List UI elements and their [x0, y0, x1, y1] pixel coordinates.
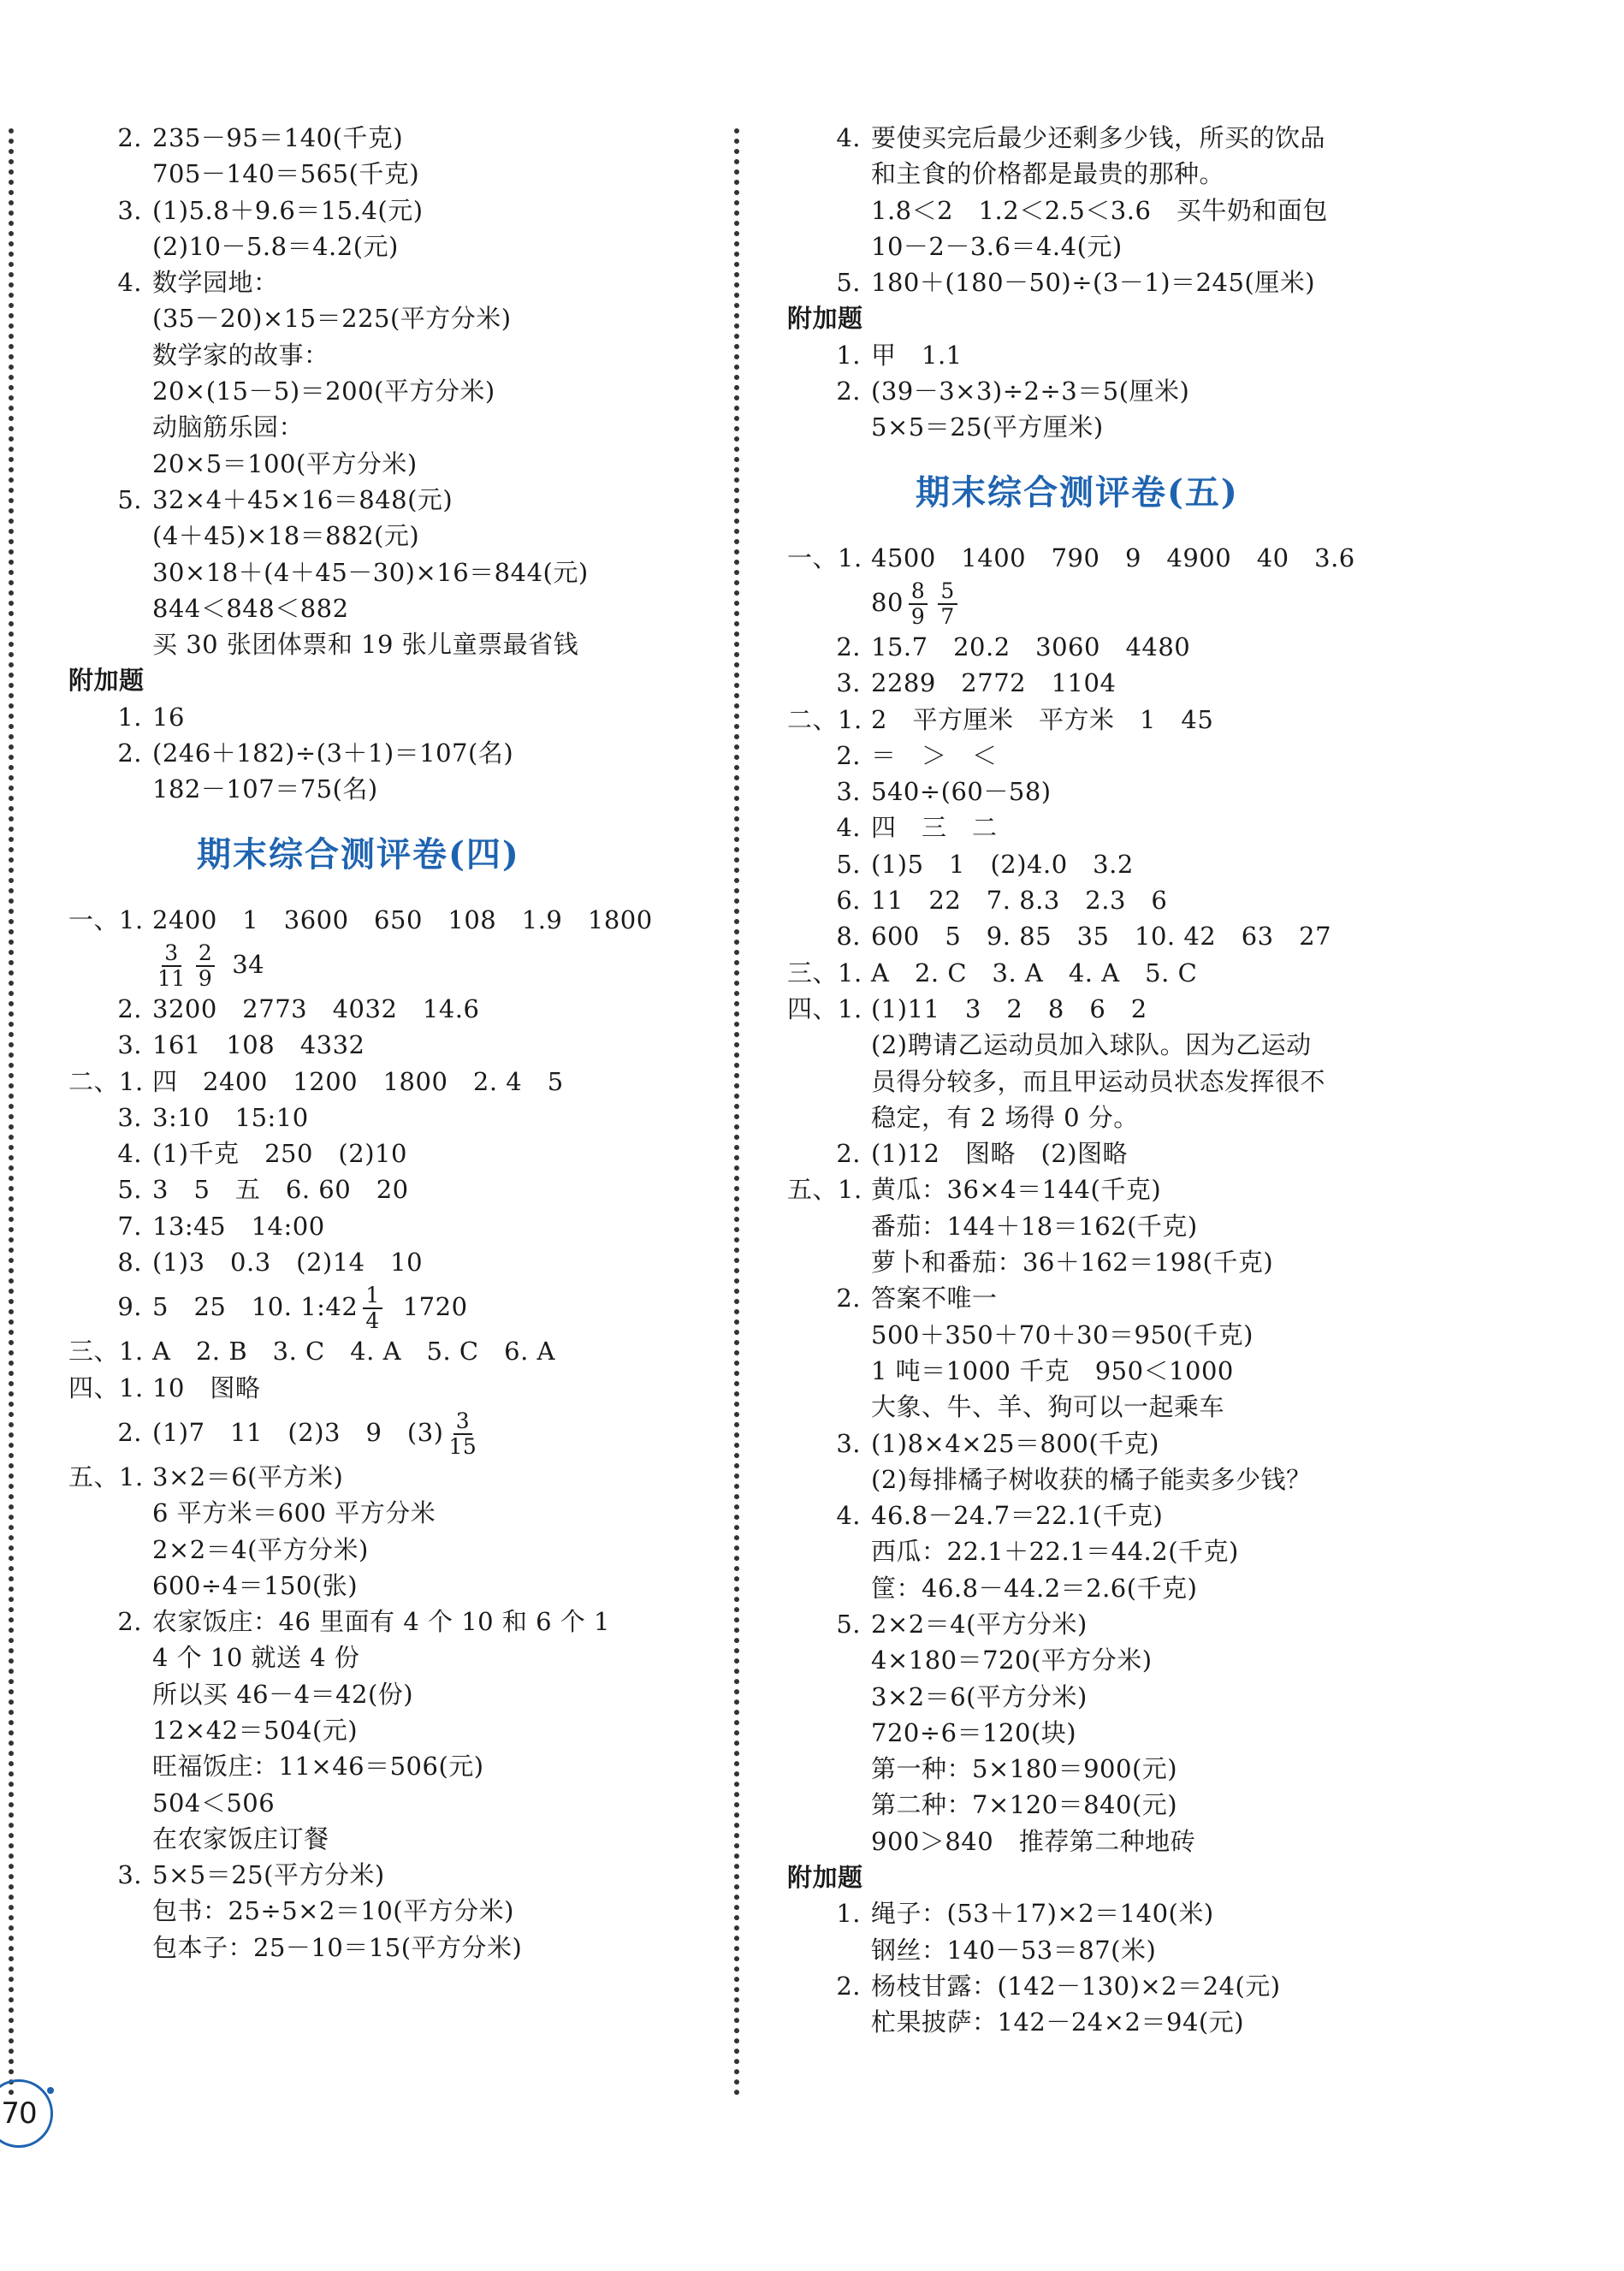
fraction [909, 579, 928, 629]
fraction-numerator: 5 [938, 579, 957, 605]
answer-text: 5 25 10. 1:42 [152, 1292, 359, 1322]
question-number: 2. [836, 1284, 861, 1313]
answer-text: 4 个 10 就送 4 份 [152, 1643, 360, 1673]
answer-line [68, 1821, 762, 1857]
fraction-numerator: 3 [162, 941, 181, 967]
answer-line [787, 1823, 1480, 1859]
answer-line [68, 1568, 762, 1604]
answer-line [787, 156, 1480, 192]
answer-text: 西瓜：22.1＋22.1＝44.2(千克) [871, 1537, 1239, 1567]
answer-text: A 2. C 3. A 4. A 5. C [871, 958, 1198, 987]
question-number: 三、1. [68, 1337, 144, 1367]
question-number: 6. [836, 886, 861, 916]
question-number: 一、1. [787, 543, 862, 572]
answer-line [787, 228, 1480, 264]
answer-line [68, 1136, 762, 1171]
answer-line [787, 1171, 1480, 1207]
answer-line [787, 1606, 1480, 1642]
answer-text: 30×18＋(4＋45－30)×16＝844(元) [152, 557, 589, 587]
answer-text: 农家饭庄：46 里面有 4 个 10 和 6 个 1 [152, 1607, 610, 1637]
answer-line [787, 1715, 1480, 1751]
answer-line [787, 337, 1480, 373]
question-number: 一、1. [68, 904, 144, 934]
answer-line [787, 1389, 1480, 1425]
answer-text: 和主食的价格都是最贵的那种。 [871, 159, 1225, 189]
answer-text: 10－2－3.6＝4.4(元) [871, 231, 1123, 261]
answer-line [787, 738, 1480, 774]
question-number: 2. [836, 377, 861, 406]
answer-line [787, 1064, 1480, 1100]
section-heading [68, 662, 762, 698]
answer-line [787, 1533, 1480, 1569]
answer-text: 5×5＝25(平方分米) [152, 1860, 385, 1890]
answer-line [787, 120, 1480, 156]
question-number: 2. [117, 993, 142, 1023]
binding-dots-left [9, 128, 14, 2096]
answer-text: 16 [152, 702, 185, 732]
answer-text: 要使买完后最少还剩多少钱，所买的饮品 [871, 123, 1326, 152]
answer-line [787, 1497, 1480, 1533]
answer-text: 3×2＝6(平方米) [152, 1462, 344, 1491]
question-number: 2. [836, 1971, 861, 2001]
answer-line [68, 193, 762, 228]
answer-text: 第二种：7×120＝840(元) [871, 1790, 1178, 1820]
answer-column-right [787, 120, 1480, 2041]
answer-text: (246＋182)÷(3＋1)＝107(名) [152, 738, 514, 768]
answer-line [68, 1208, 762, 1244]
answer-text: 绳子：(53＋17)×2＝140(米) [871, 1899, 1214, 1929]
answer-text: 180＋(180－50)÷(3－1)＝245(厘米) [871, 268, 1316, 298]
answer-line [68, 1244, 762, 1280]
question-number: 四、1. [68, 1373, 144, 1402]
answer-text: 2 平方厘米 平方米 1 45 [871, 704, 1214, 734]
answer-text: (39－3×3)÷2÷3＝5(厘米) [871, 377, 1190, 406]
fraction-denominator: 4 [365, 1308, 380, 1334]
question-number: 2. [836, 631, 861, 661]
question-number: 7. [117, 1211, 142, 1241]
answer-line [68, 264, 762, 300]
answer-text: (4＋45)×18＝882(元) [152, 521, 420, 551]
answer-line [787, 809, 1480, 845]
answer-text: 705－140＝565(千克) [152, 159, 420, 189]
answer-text: 3200 2773 4032 14.6 [152, 993, 480, 1023]
answer-text: 数学园地： [152, 268, 279, 298]
answer-line [787, 991, 1480, 1027]
question-number: 3. [836, 777, 861, 807]
fraction-numerator: 8 [909, 579, 928, 605]
fraction-denominator: 15 [448, 1433, 477, 1459]
answer-text: 杧果披萨：142－24×2＝94(元) [871, 2007, 1245, 2037]
answer-line [787, 2004, 1480, 2040]
answer-text: 员得分较多，而且甲运动员状态发挥很不 [871, 1066, 1326, 1096]
answer-text: 第一种：5×180＝900(元) [871, 1754, 1178, 1784]
question-number: 5. [836, 268, 861, 298]
answer-line [68, 1171, 762, 1207]
answer-line [68, 1100, 762, 1136]
answer-text: 2×2＝4(平方分米) [152, 1534, 369, 1564]
answer-text: 1720 [402, 1292, 468, 1322]
answer-text: 3:10 15:10 [152, 1102, 309, 1132]
answer-line [787, 918, 1480, 954]
question-number: 8. [836, 922, 861, 952]
question-number: 二、1. [68, 1066, 144, 1096]
fraction-numerator: 1 [363, 1284, 382, 1309]
answer-text: 甲 1.1 [871, 340, 963, 370]
answer-text: (1)千克 250 (2)10 [152, 1139, 407, 1169]
answer-line [68, 991, 762, 1027]
answer-line [68, 1064, 762, 1100]
answer-text: 动脑筋乐园： [152, 412, 305, 442]
answer-line [787, 702, 1480, 738]
answer-text: 844＜848＜882 [152, 593, 349, 623]
answer-text: 旺福饭庄：11×46＝506(元) [152, 1752, 484, 1782]
answer-line [787, 409, 1480, 445]
question-number: 5. [117, 1175, 142, 1205]
answer-line [787, 540, 1480, 576]
answer-text: 13:45 14:00 [152, 1211, 325, 1241]
question-number: 2. [117, 123, 142, 152]
answer-line [787, 1751, 1480, 1787]
answer-line [787, 1244, 1480, 1280]
answer-line [68, 1857, 762, 1893]
section-heading [787, 1859, 1480, 1895]
question-number: 8. [117, 1248, 142, 1278]
answer-line [787, 1426, 1480, 1462]
answer-text: 5×5＝25(平方厘米) [871, 412, 1104, 442]
answer-text: (1)12 图略 (2)图略 [871, 1139, 1129, 1169]
answer-line [68, 120, 762, 156]
answer-text: 15.7 20.2 3060 4480 [871, 631, 1191, 661]
answer-text: 黄瓜：36×4＝144(千克) [871, 1175, 1162, 1205]
question-number: 2. [836, 740, 861, 770]
question-number: 3. [836, 668, 861, 698]
answer-text: 番茄：144＋18＝162(千克) [871, 1211, 1198, 1241]
answer-line [787, 373, 1480, 409]
answer-text: (1)7 11 (2)3 9 (3) [152, 1417, 444, 1447]
answer-text: 包本子：25－10＝15(平方分米) [152, 1932, 523, 1962]
answer-text: 235－95＝140(千克) [152, 123, 404, 152]
answer-text: 2×2＝4(平方分米) [871, 1609, 1088, 1639]
answer-text: 900＞840 推荐第二种地砖 [871, 1826, 1196, 1856]
answer-line [787, 264, 1480, 300]
question-number: 4. [117, 268, 142, 298]
answer-line [787, 1642, 1480, 1678]
answer-text: 4×180＝720(平方分米) [871, 1645, 1153, 1675]
question-number: 4. [836, 123, 861, 152]
answer-text: 10 图略 [152, 1373, 261, 1402]
answer-text: ＝ ＞ ＜ [871, 740, 998, 770]
question-number: 5. [836, 849, 861, 879]
answer-line [68, 446, 762, 482]
section-title: 期末综合测评卷(五) [916, 471, 1239, 513]
answer-line [68, 902, 762, 938]
question-number: 五、1. [787, 1175, 862, 1205]
answer-text: 2289 2772 1104 [871, 668, 1117, 698]
answer-line [68, 699, 762, 735]
answer-line [787, 1208, 1480, 1244]
answer-line [68, 409, 762, 445]
answer-line [68, 300, 762, 336]
question-number: 四、1. [787, 993, 862, 1023]
answer-line [68, 1785, 762, 1821]
answer-text: 在农家饭庄订餐 [152, 1823, 329, 1853]
answer-line [787, 1968, 1480, 2004]
answer-line [68, 482, 762, 518]
answer-text: (1)5 1 (2)4.0 3.2 [871, 849, 1134, 879]
answer-line [68, 735, 762, 771]
question-number: 2. [117, 738, 142, 768]
question-number: 三、1. [787, 958, 862, 987]
answer-text: 四 2400 1200 1800 2. 4 5 [152, 1066, 564, 1096]
answer-line [68, 1712, 762, 1748]
answer-text: 筐：46.8－44.2＝2.6(千克) [871, 1573, 1198, 1603]
fraction-denominator: 11 [157, 965, 186, 991]
answer-text: 720÷6＝120(块) [871, 1717, 1077, 1747]
question-number: 1. [836, 340, 861, 370]
question-number: 3. [117, 195, 142, 225]
answer-text: 12×42＝504(元) [152, 1715, 359, 1745]
answer-line [68, 1406, 762, 1459]
answer-text: 答案不唯一 [871, 1284, 998, 1313]
answer-text: 600÷4＝150(张) [152, 1570, 359, 1600]
answer-line [68, 1748, 762, 1784]
answer-line [787, 1100, 1480, 1136]
answer-text: 数学家的故事： [152, 340, 329, 370]
answer-column-left [68, 120, 762, 1966]
answer-text: 买 30 张团体票和 19 张儿童票最省钱 [152, 630, 579, 660]
answer-text: 34 [232, 949, 265, 979]
fraction [196, 941, 215, 991]
answer-text: 包书：25÷5×2＝10(平方分米) [152, 1896, 514, 1926]
fraction-numerator: 2 [196, 941, 215, 967]
answer-text: 32×4＋45×16＝848(元) [152, 484, 453, 514]
question-number: 3. [836, 1428, 861, 1458]
answer-line [68, 1027, 762, 1063]
answer-text: (1)11 3 2 8 6 2 [871, 993, 1147, 1023]
answer-text: 161 108 4332 [152, 1030, 365, 1060]
question-number: 五、1. [68, 1462, 144, 1491]
answer-line [787, 1027, 1480, 1063]
answer-line [787, 193, 1480, 228]
answer-line [68, 1280, 762, 1333]
answer-text: 1 吨＝1000 千克 950＜1000 [871, 1355, 1234, 1385]
answer-line [68, 771, 762, 807]
answer-line [68, 1333, 762, 1369]
answer-line [68, 1676, 762, 1712]
answer-line [787, 665, 1480, 701]
answer-text: 500＋350＋70＋30＝950(千克) [871, 1319, 1254, 1349]
answer-line [68, 1604, 762, 1640]
answer-text: 80 [871, 587, 904, 617]
question-number: 2. [117, 1417, 142, 1447]
answer-text: 1.8＜2 1.2＜2.5＜3.6 买牛奶和面包 [871, 195, 1328, 225]
answer-line [68, 1370, 762, 1406]
answer-line [68, 1930, 762, 1966]
question-number: 9. [117, 1292, 142, 1322]
question-number: 2. [836, 1139, 861, 1169]
answer-line [68, 228, 762, 264]
answer-line [68, 518, 762, 554]
question-number: 4. [117, 1139, 142, 1169]
answer-text: 3×2＝6(平方分米) [871, 1681, 1088, 1711]
fraction [449, 1409, 477, 1459]
answer-text: 钢丝：140－53＝87(米) [871, 1935, 1157, 1965]
question-number: 3. [117, 1860, 142, 1890]
answer-line [68, 1495, 762, 1531]
answer-text: 600 5 9. 85 35 10. 42 63 27 [871, 922, 1332, 952]
answer-text: (1)3 0.3 (2)14 10 [152, 1248, 424, 1278]
answer-line [787, 1895, 1480, 1931]
answer-line [787, 1932, 1480, 1968]
answer-text: 萝卜和番茄：36＋162＝198(千克) [871, 1248, 1274, 1278]
answer-line [68, 1893, 762, 1929]
answer-text: (2)每排橘子树收获的橘子能卖多少钱？ [871, 1464, 1312, 1494]
answer-line [787, 955, 1480, 991]
fraction [157, 941, 186, 991]
fraction-numerator: 3 [453, 1409, 472, 1435]
answer-text: 附加题 [68, 666, 145, 696]
page-number: 70 [0, 2079, 53, 2148]
answer-line [787, 774, 1480, 809]
question-number: 4. [836, 1501, 861, 1531]
answer-text: 20×5＝100(平方分米) [152, 448, 418, 478]
fraction-denominator: 7 [940, 603, 955, 629]
answer-line [787, 576, 1480, 629]
answer-text: 4500 1400 790 9 4900 40 3.6 [871, 543, 1355, 572]
answer-line [68, 156, 762, 192]
answer-text: 20×(15－5)＝200(平方分米) [152, 377, 495, 406]
question-number: 二、1. [787, 704, 862, 734]
answer-line [787, 1280, 1480, 1316]
answer-text: 11 22 7. 8.3 2.3 6 [871, 886, 1168, 916]
answer-text: (2)10－5.8＝4.2(元) [152, 231, 399, 261]
question-number: 1. [117, 702, 142, 732]
answer-text: (1)5.8＋9.6＝15.4(元) [152, 195, 424, 225]
answer-line [787, 846, 1480, 882]
answer-line [787, 1570, 1480, 1606]
answer-text: A 2. B 3. C 4. A 5. C 6. A [152, 1337, 555, 1367]
answer-line [68, 554, 762, 590]
question-number: 2. [117, 1607, 142, 1637]
answer-text: 6 平方米＝600 平方分米 [152, 1498, 436, 1528]
question-number: 5. [836, 1609, 861, 1639]
answer-text: (1)8×4×25＝800(千克) [871, 1428, 1159, 1458]
question-number: 1. [836, 1899, 861, 1929]
answer-text: (2)聘请乙运动员加入球队。因为乙运动 [871, 1030, 1312, 1060]
answer-text: 504＜506 [152, 1788, 276, 1817]
answer-text: 540÷(60－58) [871, 777, 1052, 807]
answer-text: 大象、牛、羊、狗可以一起乘车 [871, 1392, 1225, 1422]
answer-line [68, 590, 762, 626]
answer-line [787, 1317, 1480, 1353]
fraction-denominator: 9 [198, 965, 213, 991]
section-title: 期末综合测评卷(四) [197, 833, 520, 875]
answer-line [68, 373, 762, 409]
answer-text: (35－20)×15＝225(平方分米) [152, 304, 512, 334]
question-number: 3. [117, 1030, 142, 1060]
answer-text: 杨枝甘露：(142－130)×2＝24(元) [871, 1971, 1281, 2001]
answer-text: 四 三 二 [871, 813, 998, 843]
answer-line [787, 1462, 1480, 1497]
answer-line [68, 1459, 762, 1495]
answer-line [68, 938, 762, 991]
answer-line [787, 1353, 1480, 1389]
answer-text: 附加题 [787, 304, 863, 334]
answer-text: 46.8－24.7＝22.1(千克) [871, 1501, 1164, 1531]
answer-line [68, 1532, 762, 1568]
question-number: 5. [117, 484, 142, 514]
fraction [938, 579, 957, 629]
answer-line [68, 1640, 762, 1675]
answer-line [787, 629, 1480, 665]
answer-text: 所以买 46－4＝42(份) [152, 1679, 414, 1709]
answer-text: 附加题 [787, 1863, 863, 1893]
section-heading [787, 300, 1480, 336]
answer-text: 稳定，有 2 场得 0 分。 [871, 1102, 1139, 1132]
answer-line [787, 1787, 1480, 1823]
answer-text: 3 5 五 6. 60 20 [152, 1175, 409, 1205]
answer-line [787, 1679, 1480, 1715]
fraction [363, 1284, 382, 1333]
fraction-denominator: 9 [910, 603, 926, 629]
answer-line [68, 626, 762, 662]
question-number: 4. [836, 813, 861, 843]
answer-text: 2400 1 3600 650 108 1.9 1800 [152, 904, 653, 934]
question-number: 3. [117, 1102, 142, 1132]
answer-line [787, 882, 1480, 918]
answer-line [68, 337, 762, 373]
answer-line [787, 1136, 1480, 1171]
answer-text: 182－107＝75(名) [152, 774, 378, 804]
